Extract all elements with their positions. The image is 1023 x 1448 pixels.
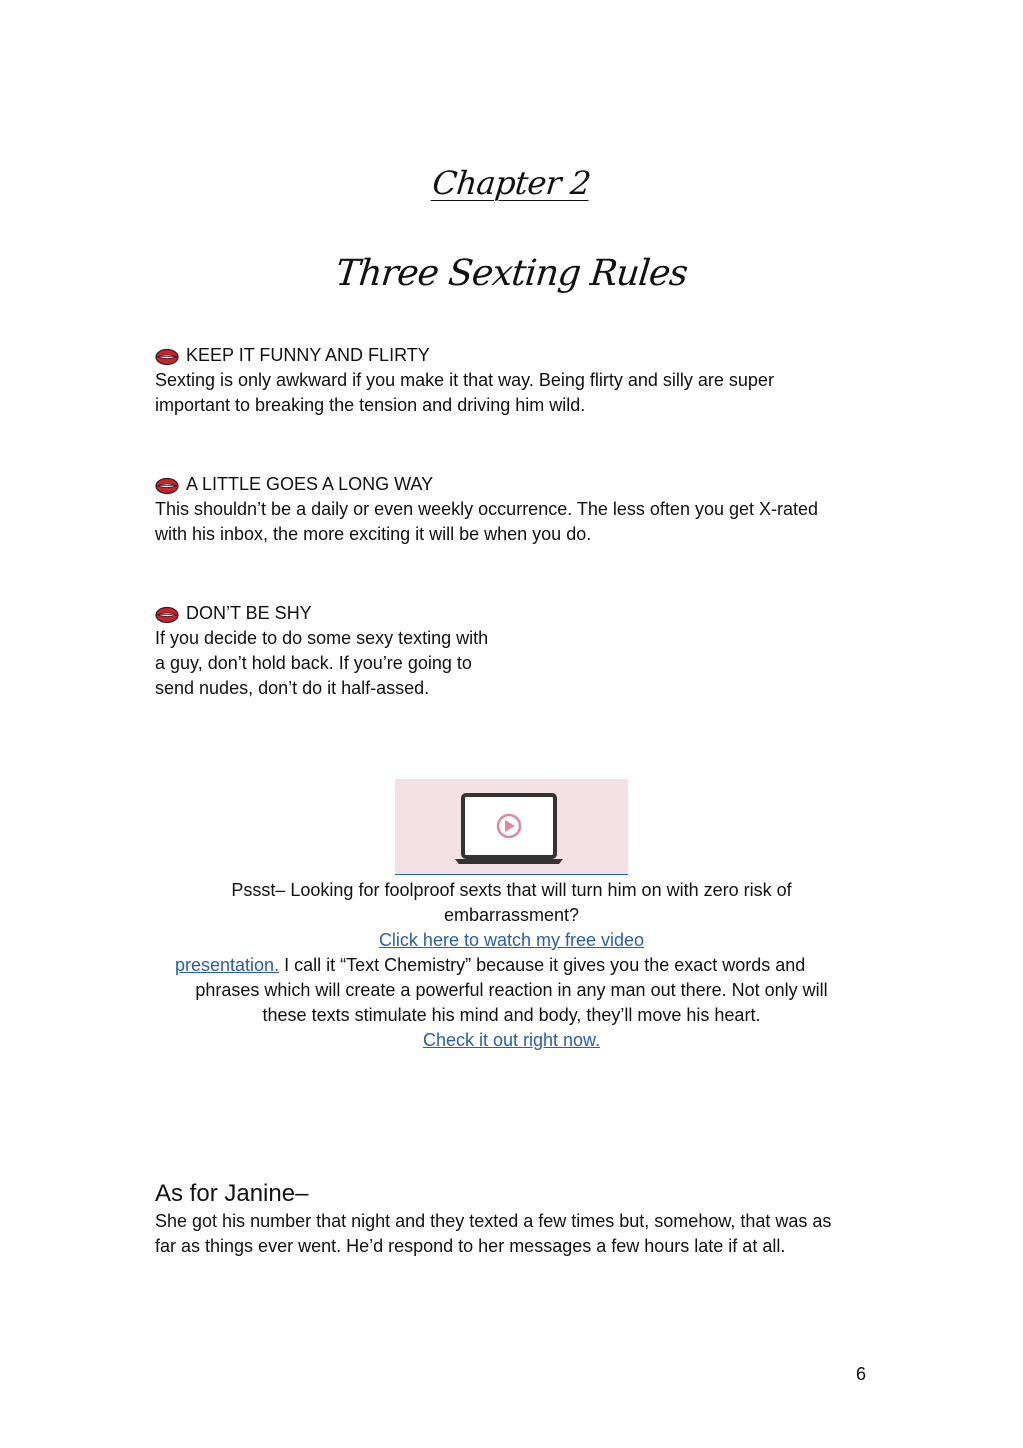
rule-text-line: If you decide to do some sexy texting with: [155, 628, 489, 648]
rule-text-line: important to breaking the tension and driving him wild.: [155, 395, 586, 415]
promo-line: these texts stimulate his mind and body, they’ll move his heart.: [262, 1005, 761, 1025]
video-link-continued[interactable]: presentation.: [175, 955, 280, 975]
chapter-heading: [0, 164, 1023, 202]
lips-icon: [155, 606, 179, 624]
page-title: Three Sexting Rules: [333, 253, 690, 294]
section-heading: As for Janine–: [155, 1180, 309, 1207]
promo-line: I call it “Text Chemistry” because it gives you the exact words and: [279, 955, 806, 975]
rule-2: [155, 472, 875, 547]
rule-text-line: This shouldn’t be a daily or even weekly occurrence. The less often you get X-rated: [155, 499, 819, 519]
body-line: far as things ever went. He’d respond to her messages a few hours late if at all.: [155, 1236, 786, 1256]
lips-icon: [155, 348, 179, 366]
laptop-video-icon: [395, 779, 628, 874]
promo-line: embarrassment?: [443, 905, 580, 925]
video-link[interactable]: Click here to watch my free video: [378, 930, 645, 950]
lips-icon: [155, 477, 179, 495]
chapter-label: Chapter 2: [430, 164, 593, 202]
video-thumbnail-link[interactable]: [395, 779, 628, 875]
rule-text-line: with his inbox, the more exciting it will be when you do.: [155, 524, 592, 544]
rule-heading: KEEP IT FUNNY AND FLIRTY: [186, 345, 430, 365]
section-body: [155, 1209, 875, 1259]
rule-text-line: send nudes, don’t do it half-assed.: [155, 678, 430, 698]
promo-line: phrases which will create a powerful reaction in any man out there. Not only will: [195, 980, 828, 1000]
promo-line: Pssst– Looking for foolproof sexts that will turn him on with zero risk of: [231, 880, 792, 900]
body-line: She got his number that night and they texted a few times but, somehow, that was as: [155, 1211, 832, 1231]
rule-heading: A LITTLE GOES A LONG WAY: [186, 474, 434, 494]
rule-text-line: a guy, don’t hold back. If you’re going to: [155, 653, 472, 673]
page-number: 6: [856, 1364, 867, 1384]
rule-3: [155, 601, 875, 701]
check-it-out-link[interactable]: Check it out right now.: [422, 1030, 601, 1050]
promo-block: [175, 878, 848, 1053]
rule-text-line: Sexting is only awkward if you make it that way. Being flirty and silly are super: [155, 370, 774, 390]
rule-1: [155, 343, 875, 418]
rule-heading: DON’T BE SHY: [186, 603, 312, 623]
